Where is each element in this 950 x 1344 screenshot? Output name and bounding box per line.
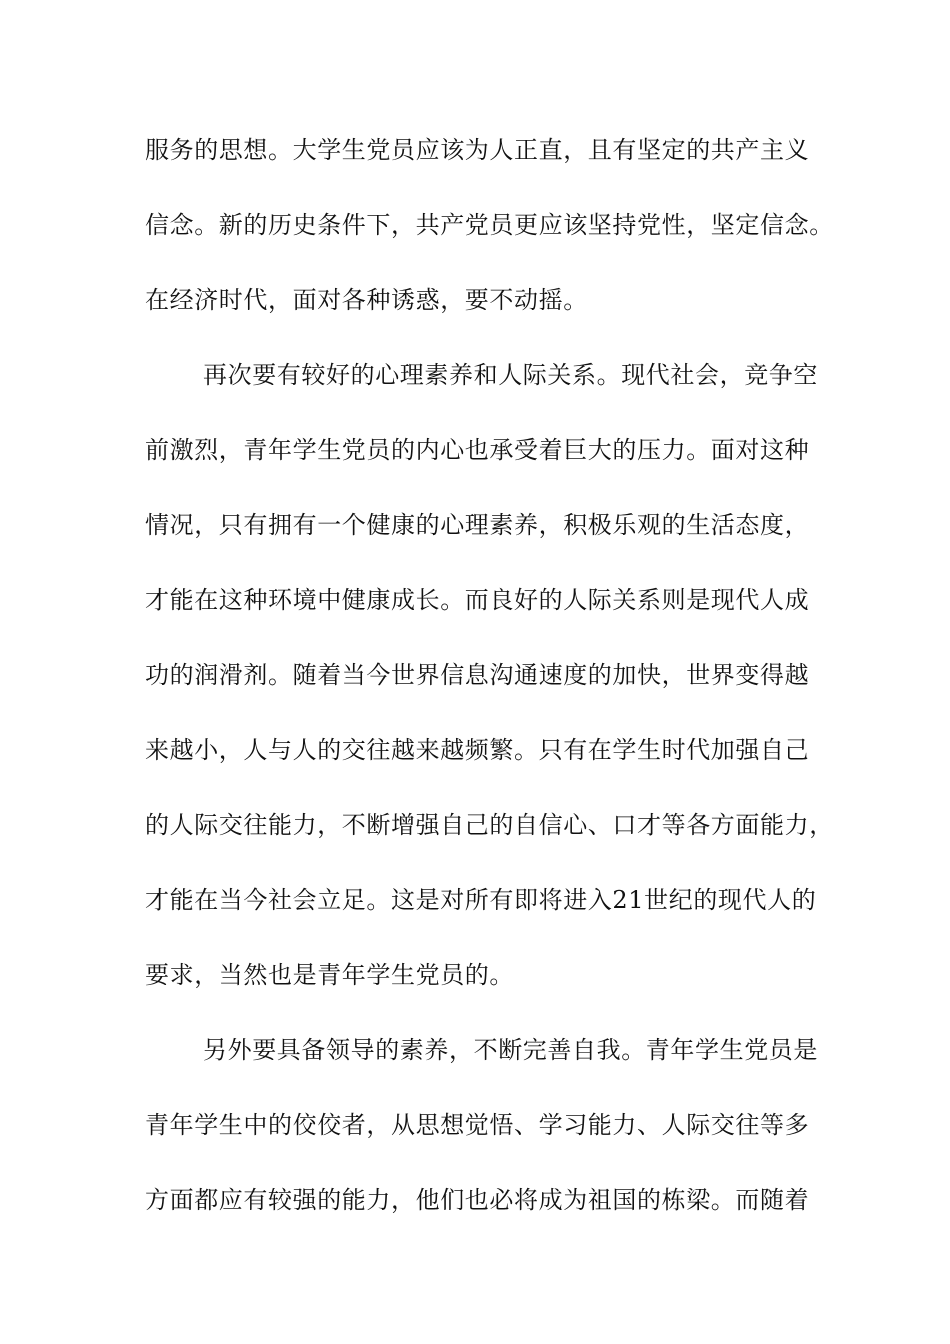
text-line: 才能在这种环境中健康成长。而良好的人际关系则是现代人成 [145, 586, 810, 614]
paragraph-first-line: 再次要有较好的心理素养和人际关系。现代社会，竞争空 [203, 361, 818, 389]
text-line: 前激烈，青年学生党员的内心也承受着巨大的压力。面对这种 [145, 436, 810, 464]
text-line: 情况，只有拥有一个健康的心理素养，积极乐观的生活态度， [145, 511, 810, 539]
text-line: 要求，当然也是青年学生党员的。 [145, 961, 514, 989]
text-line: 的人际交往能力，不断增强自己的自信心、口才等各方面能力， [145, 811, 834, 839]
text-line: 信念。新的历史条件下，共产党员更应该坚持党性，坚定信念。 [145, 211, 834, 239]
text-line: 青年学生中的佼佼者，从思想觉悟、学习能力、人际交往等多 [145, 1111, 810, 1139]
text-line: 功的润滑剂。随着当今世界信息沟通速度的加快，世界变得越 [145, 661, 810, 689]
text-line: 服务的思想。大学生党员应该为人正直，且有坚定的共产主义 [145, 136, 810, 164]
text-line: 方面都应有较强的能力，他们也必将成为祖国的栋梁。而随着 [145, 1186, 810, 1214]
text-line: 在经济时代，面对各种诱惑，要不动摇。 [145, 286, 588, 314]
text-line: 来越小，人与人的交往越来越频繁。只有在学生时代加强自己 [145, 736, 810, 764]
text-line: 才能在当今社会立足。这是对所有即将进入21世纪的现代人的 [145, 886, 817, 914]
paragraph-first-line: 另外要具备领导的素养，不断完善自我。青年学生党员是 [203, 1036, 818, 1064]
